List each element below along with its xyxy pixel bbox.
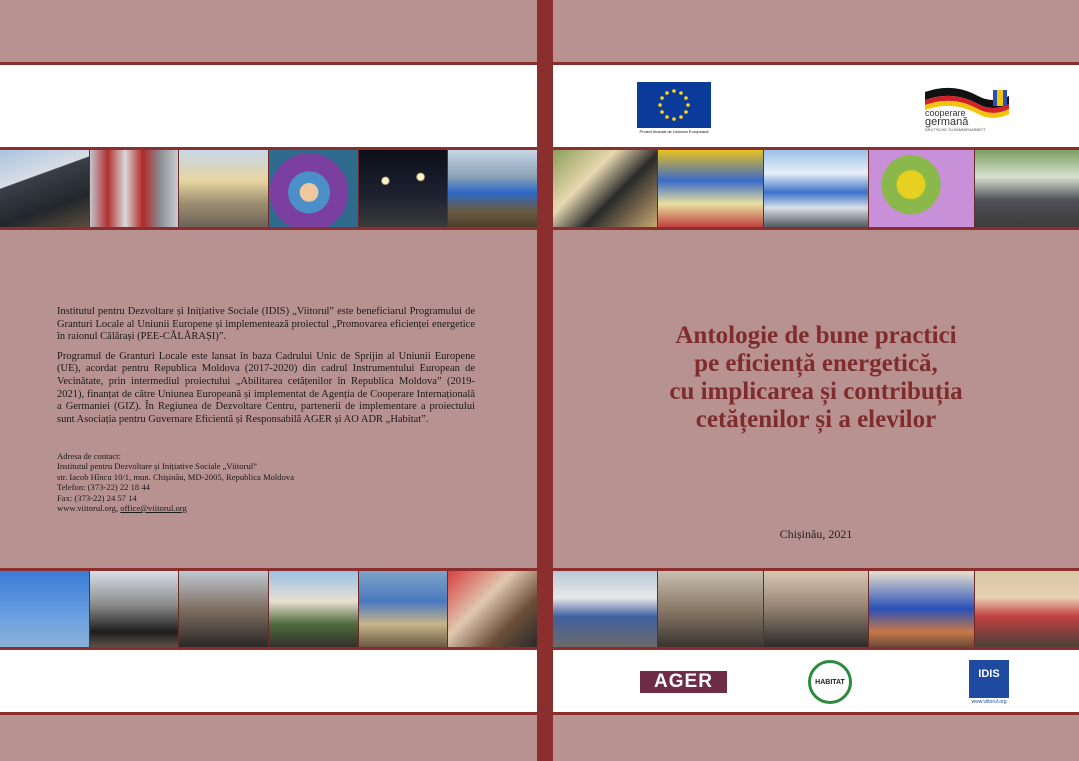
eu-stars-icon	[637, 82, 711, 128]
giz-line-1: cooperare	[925, 108, 966, 118]
planting-photo	[448, 150, 537, 227]
ager-logo: AGER	[640, 671, 727, 693]
book-title	[581, 322, 1051, 434]
back-bottom-photo-strip	[0, 568, 537, 650]
place-year: Chișinău, 2021	[779, 527, 853, 541]
habitat-label: HABITAT	[815, 679, 845, 686]
back-top-white-band	[0, 62, 537, 150]
idis-url: www.viitorul.org	[971, 699, 1007, 705]
idis-label: IDIS	[978, 668, 1000, 680]
citizens-photo	[90, 571, 180, 647]
title-line-3: cu implicarea și contribuția	[669, 378, 963, 405]
front-cover	[553, 0, 1079, 761]
contact-heading: Adresa de contact:	[57, 451, 121, 461]
contact-fax: Fax: (373-22) 24 57 14	[57, 492, 137, 503]
title-line-4: cetățenilor și a elevilor	[695, 406, 937, 433]
worker-photo	[658, 571, 763, 647]
students-event-photo	[359, 571, 449, 647]
book-spine	[537, 0, 553, 761]
contact-phone: Telefon: (373-22) 22 18 44	[57, 482, 150, 493]
title-line-1: Antologie de bune practici	[675, 322, 957, 349]
contact-web: www.viitorul.org,	[57, 503, 121, 514]
street-group-photo	[553, 571, 658, 647]
school-drawing-photo	[658, 150, 763, 227]
back-paragraph-2: Programul de Granturi Locale este lansat în baza Cadrului Unic de Sprijin al Uniunii Europene (UE), acordat pentru Republica Moldova (2017-2020) din cadrul Instrumentului European de Vecinătate, prin intermediul proiectului „Abilitarea cetățenilor în Republica Moldova” (2019-2021), finanțat de către Uniunea Europeană și implementat de Agenția de Cooperare Internațională a Germaniei (GIZ). În Regiunea de Dezvoltare Centru, partenerii de implementare a proiectului sunt Asociația pentru Guvernare Eficientă și Responsabilă AGER și AO ADR „Habitat”.	[57, 350, 475, 425]
boiler-room-photo	[764, 571, 869, 647]
back-description	[57, 306, 475, 433]
contact-address: str. Iacob Hîncu 10/1, mun. Chișinău, MD-2005, Republica Moldova	[57, 471, 295, 482]
street-lights-night-photo	[359, 150, 449, 227]
contact-block	[57, 451, 475, 513]
eu-caption: Proiect finanțat de Uniunea Europeană	[639, 129, 709, 134]
front-bottom-photo-strip	[553, 568, 1079, 650]
front-top-photo-strip	[553, 150, 1079, 230]
presentation-photo	[975, 571, 1079, 647]
eu-flag-logo	[637, 82, 711, 128]
contact-org: Institutul pentru Dezvoltare și Inițiative Sociale „Viitorul”	[57, 461, 257, 472]
eggs-drawing-photo	[869, 150, 974, 227]
group-meeting-photo	[179, 571, 269, 647]
back-cover	[0, 0, 537, 761]
workshop-photo	[553, 150, 658, 227]
giz-line-2: germană	[925, 116, 969, 128]
contact-web-line	[57, 503, 475, 513]
back-top-photo-strip	[0, 150, 537, 230]
outdoor-group-photo	[269, 571, 359, 647]
back-bottom-white-band	[0, 650, 537, 715]
contact-email-link[interactable]: office@viitorul.org	[120, 503, 187, 514]
solar-panels-photo	[0, 150, 90, 227]
giz-line-3: DEUTSCHE ZUSAMMENARBEIT	[925, 127, 986, 132]
classroom-photo	[448, 571, 537, 647]
students-class-photo	[869, 571, 974, 647]
heating-equipment-photo	[90, 150, 180, 227]
trolleybus-photo	[764, 150, 869, 227]
title-line-2: pe eficiență energetică,	[694, 350, 938, 377]
earth-drawing-photo	[269, 150, 359, 227]
back-paragraph-1: Institutul pentru Dezvoltare și Inițiative Sociale (IDIS) „Viitorul” este beneficiarul Programului de Granturi Locale al Uniunii Europene și implementează proiectul „Promovarea eficienței energetice în raionul Călărași (PEE-CĂLĂRAȘI)”.	[57, 306, 475, 343]
street-photo	[179, 150, 269, 227]
students-group-photo	[975, 150, 1079, 227]
electric-pole-photo	[0, 571, 90, 647]
